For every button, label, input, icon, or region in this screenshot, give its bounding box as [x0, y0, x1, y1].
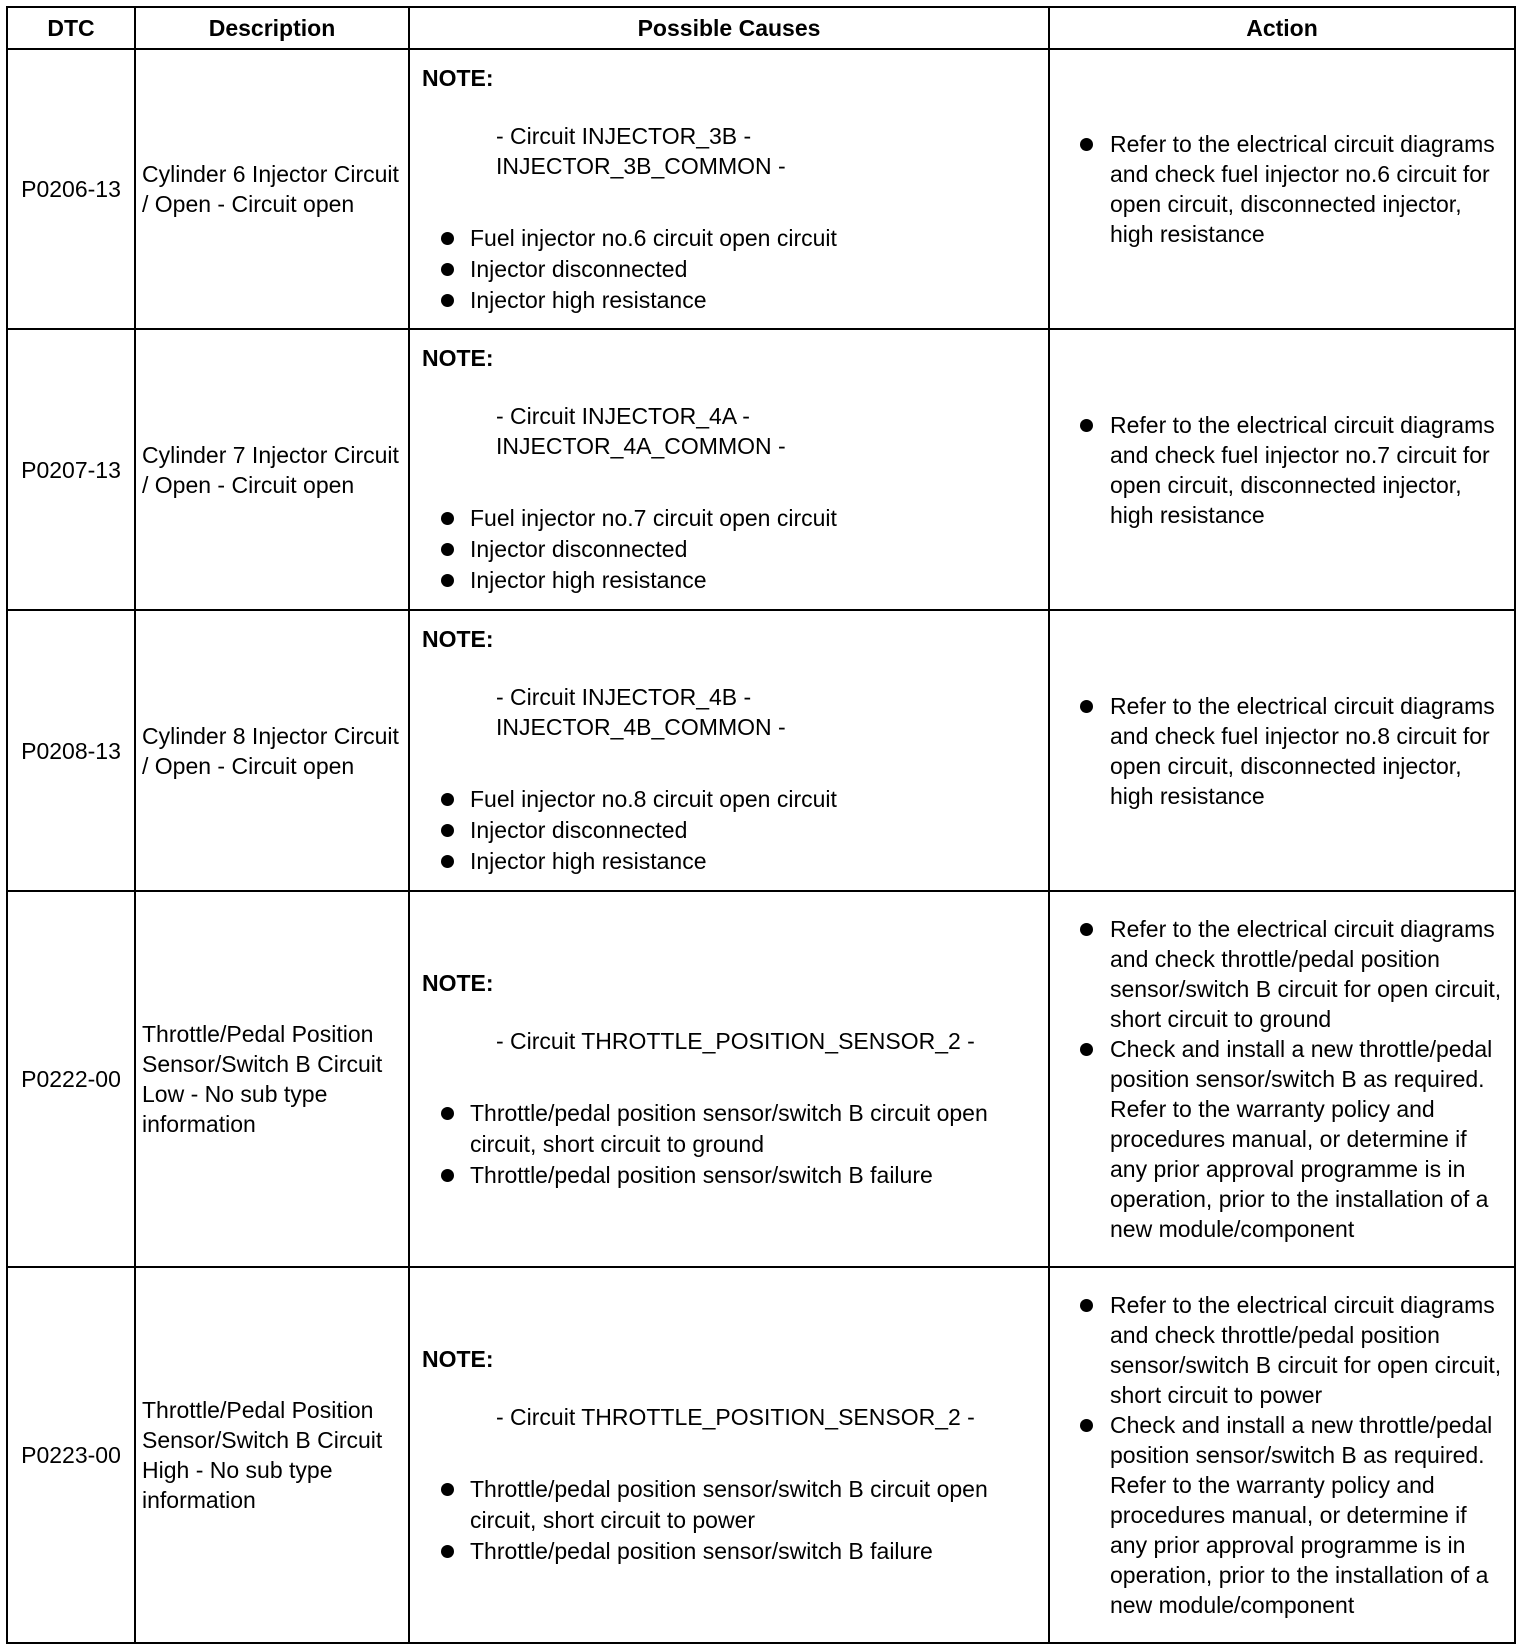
actions-list [1056, 410, 1508, 530]
circuit-line: - Circuit INJECTOR_4A - [496, 403, 750, 429]
causes-list [422, 784, 1034, 877]
cause-item: Injector high resistance [422, 285, 1034, 316]
possible-causes-cell [409, 49, 1049, 329]
header-description: Description [135, 7, 409, 49]
circuit-line: - Circuit THROTTLE_POSITION_SENSOR_2 - [496, 1027, 975, 1054]
causes-list [422, 1474, 1034, 1567]
possible-causes-cell [409, 329, 1049, 610]
action-item: Check and install a new throttle/pedal position sensor/switch B as required. Refer to the warranty policy and procedures manual, or determine if any prior approval programme is in operation, prior to the installation of a new module/component [1056, 1034, 1508, 1244]
circuit-line: INJECTOR_4B_COMMON - [496, 714, 786, 740]
actions-list [1056, 129, 1508, 249]
cause-item: Injector disconnected [422, 254, 1034, 285]
note-label: NOTE: [422, 345, 494, 371]
circuit-line: - Circuit INJECTOR_3B - [496, 122, 752, 149]
table-row [7, 329, 1515, 610]
circuit-note [496, 1402, 1034, 1432]
cause-item: Injector high resistance [422, 846, 1034, 877]
actions-list [1056, 691, 1508, 811]
cause-item: Injector disconnected [422, 534, 1034, 565]
cause-item: Throttle/pedal position sensor/switch B failure [422, 1160, 1034, 1191]
header-action: Action [1049, 7, 1515, 49]
cause-item: Injector high resistance [422, 565, 1034, 596]
cause-item: Fuel injector no.7 circuit open circuit [422, 503, 1034, 534]
causes-list [422, 503, 1034, 596]
action-item: Refer to the electrical circuit diagrams and check fuel injector no.6 circuit for open circuit, disconnected injector, high resistance [1056, 129, 1508, 249]
header-row [7, 7, 1515, 49]
actions-list [1056, 1290, 1508, 1620]
circuit-note [496, 401, 1034, 461]
action-item: Refer to the electrical circuit diagrams and check throttle/pedal position sensor/switch B circuit for open circuit, short circuit to power [1056, 1290, 1508, 1410]
actions-list [1056, 914, 1508, 1244]
causes-list [422, 223, 1034, 316]
circuit-line: INJECTOR_4A_COMMON - [496, 433, 786, 459]
action-cell [1049, 610, 1515, 891]
table-row [7, 49, 1515, 329]
action-item: Refer to the electrical circuit diagrams and check throttle/pedal position sensor/switch B circuit for open circuit, short circuit to ground [1056, 914, 1508, 1034]
action-item: Check and install a new throttle/pedal position sensor/switch B as required. Refer to the warranty policy and procedures manual, or determine if any prior approval programme is in operation, prior to the installation of a new module/component [1056, 1410, 1508, 1620]
action-item: Refer to the electrical circuit diagrams and check fuel injector no.8 circuit for open circuit, disconnected injector, high resistance [1056, 691, 1508, 811]
dtc-description: Cylinder 6 Injector Circuit / Open - Circuit open [135, 49, 409, 329]
dtc-description: Cylinder 7 Injector Circuit / Open - Circuit open [135, 329, 409, 610]
header-possible-causes: Possible Causes [409, 7, 1049, 49]
table-row [7, 1267, 1515, 1643]
circuit-note [496, 682, 1034, 742]
dtc-code: P0207-13 [7, 329, 135, 610]
dtc-table [6, 6, 1516, 1644]
circuit-note [496, 1026, 1034, 1056]
action-cell [1049, 49, 1515, 329]
cause-item: Throttle/pedal position sensor/switch B failure [422, 1536, 1034, 1567]
dtc-description: Throttle/Pedal Position Sensor/Switch B Circuit High - No sub type information [135, 1267, 409, 1643]
circuit-line: INJECTOR_3B_COMMON - [496, 152, 786, 179]
circuit-line: - Circuit INJECTOR_4B - [496, 684, 752, 710]
note-label: NOTE: [422, 64, 494, 91]
cause-item: Injector disconnected [422, 815, 1034, 846]
dtc-code: P0206-13 [7, 49, 135, 329]
dtc-code: P0222-00 [7, 891, 135, 1267]
dtc-description: Throttle/Pedal Position Sensor/Switch B Circuit Low - No sub type information [135, 891, 409, 1267]
action-item: Refer to the electrical circuit diagrams and check fuel injector no.7 circuit for open circuit, disconnected injector, high resistance [1056, 410, 1508, 530]
table-row [7, 610, 1515, 891]
note-label: NOTE: [422, 969, 494, 996]
table-row [7, 891, 1515, 1267]
cause-item: Throttle/pedal position sensor/switch B circuit open circuit, short circuit to ground [422, 1098, 1034, 1160]
action-cell [1049, 891, 1515, 1267]
dtc-code: P0223-00 [7, 1267, 135, 1643]
cause-item: Throttle/pedal position sensor/switch B circuit open circuit, short circuit to power [422, 1474, 1034, 1536]
possible-causes-cell [409, 610, 1049, 891]
note-label: NOTE: [422, 626, 494, 652]
circuit-line: - Circuit THROTTLE_POSITION_SENSOR_2 - [496, 1403, 975, 1430]
action-cell [1049, 1267, 1515, 1643]
possible-causes-cell [409, 891, 1049, 1267]
cause-item: Fuel injector no.8 circuit open circuit [422, 784, 1034, 815]
header-dtc: DTC [7, 7, 135, 49]
causes-list [422, 1098, 1034, 1191]
note-label: NOTE: [422, 1345, 494, 1372]
action-cell [1049, 329, 1515, 610]
dtc-description: Cylinder 8 Injector Circuit / Open - Circuit open [135, 610, 409, 891]
possible-causes-cell [409, 1267, 1049, 1643]
cause-item: Fuel injector no.6 circuit open circuit [422, 223, 1034, 254]
circuit-note [496, 121, 1034, 181]
dtc-code: P0208-13 [7, 610, 135, 891]
